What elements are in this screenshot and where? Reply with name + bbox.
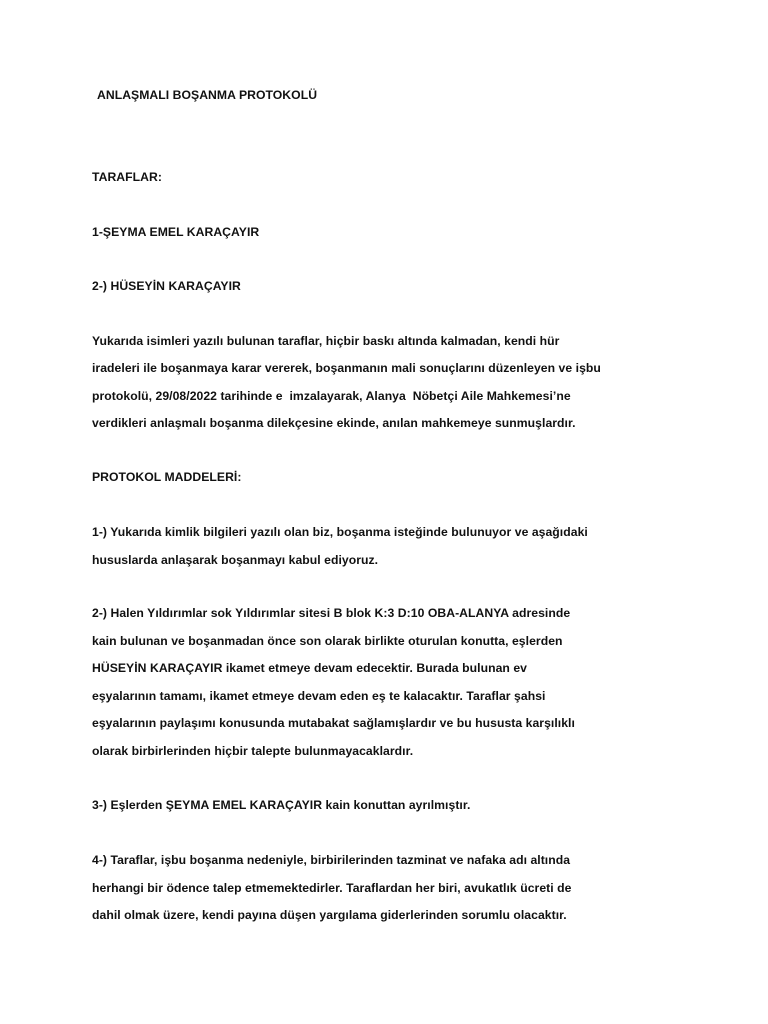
article-line: kain bulunan ve boşanmadan önce son olarak birlikte oturulan konutta, eşlerden [92, 634, 563, 648]
intro-line: Yukarıda isimleri yazılı bulunan taraflar, hiçbir baskı altında kalmadan, kendi hür [92, 334, 560, 348]
articles-heading: PROTOKOL MADDELERİ: [92, 470, 242, 484]
intro-line: protokolü, 29/08/2022 tarihinde e imzalayarak, Alanya Nöbetçi Aile Mahkemesi’ne [92, 389, 571, 403]
article-line: HÜSEYİN KARAÇAYIR ikamet etmeye devam edecektir. Burada bulunan ev [92, 661, 527, 675]
party-2: 2-) HÜSEYİN KARAÇAYIR [92, 279, 241, 293]
article-line: 4-) Taraflar, işbu boşanma nedeniyle, birbirilerinden tazminat ve nafaka adı altında [92, 853, 571, 867]
intro-line: verdikleri anlaşmalı boşanma dilekçesine ekinde, anılan mahkemeye sunmuşlardır. [92, 416, 576, 430]
article-line: 1-) Yukarıda kimlik bilgileri yazılı olan biz, boşanma isteğinde bulunuyor ve aşağıdaki [92, 525, 588, 539]
article-line: eşyalarının paylaşımı konusunda mutabakat sağlamışlardır ve bu hususta karşılıklı [92, 716, 575, 730]
article-line: eşyalarının tamamı, ikamet etmeye devam eden eş te kalacaktır. Taraflar şahsi [92, 689, 546, 703]
article-line: 3-) Eşlerden ŞEYMA EMEL KARAÇAYIR kain konuttan ayrılmıştır. [92, 798, 471, 812]
article-line: dahil olmak üzere, kendi payına düşen yargılama giderlerinden sorumlu olacaktır. [92, 908, 567, 922]
article-line: hususlarda anlaşarak boşanmayı kabul ediyoruz. [92, 553, 379, 567]
article-line: 2-) Halen Yıldırımlar sok Yıldırımlar sitesi B blok K:3 D:10 OBA-ALANYA adresinde [92, 606, 571, 620]
article-line: olarak birbirlerinden hiçbir talepte bulunmayacaklardır. [92, 744, 414, 758]
document-title: ANLAŞMALI BOŞANMA PROTOKOLÜ [97, 88, 318, 102]
article-line: herhangi bir ödence talep etmemektedirler. Taraflardan her biri, avukatlık ücreti de [92, 881, 572, 895]
parties-heading: TARAFLAR: [92, 170, 162, 184]
party-1: 1-ŞEYMA EMEL KARAÇAYIR [92, 225, 260, 239]
intro-line: iradeleri ile boşanmaya karar vererek, boşanmanın mali sonuçlarını düzenleyen ve işbu [92, 361, 601, 375]
